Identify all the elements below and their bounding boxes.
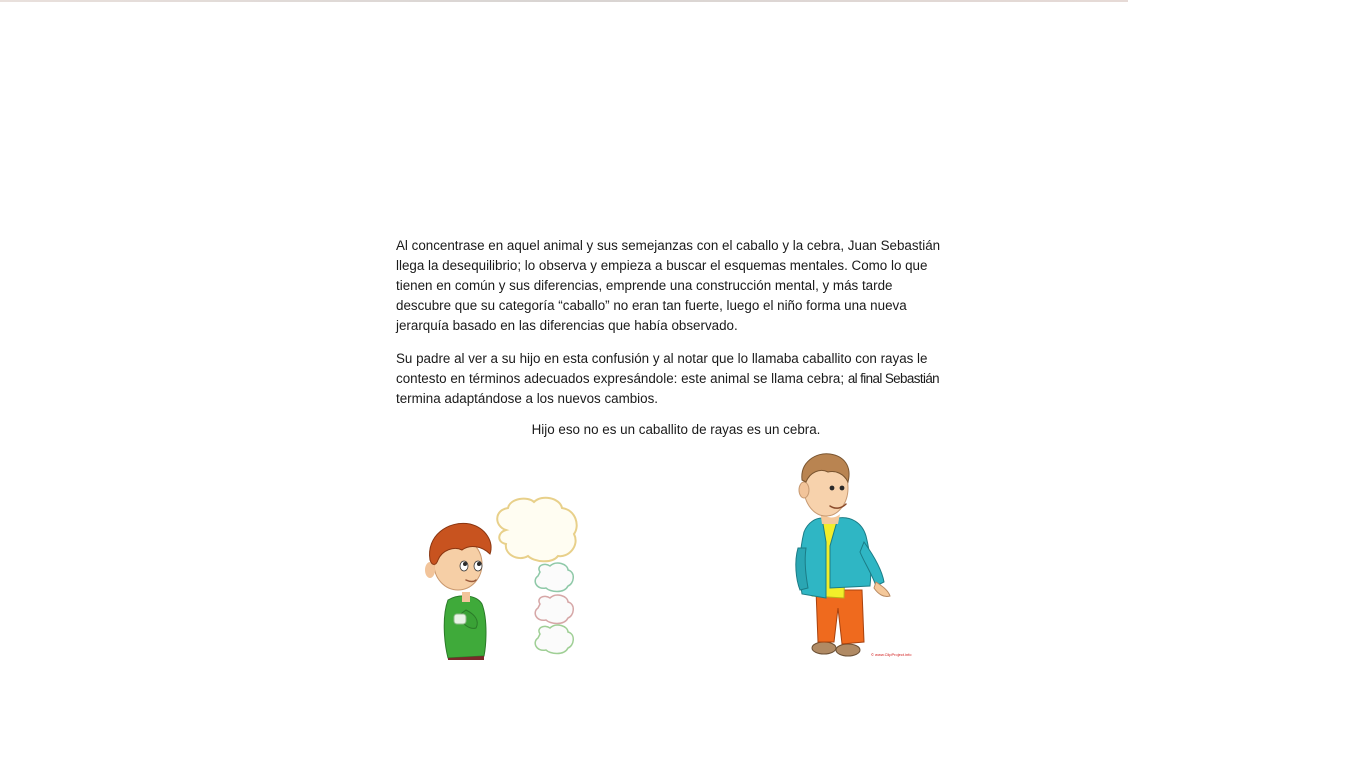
thought-bubble xyxy=(497,498,576,562)
paragraph-1-line: Al concentrase en aquel animal y sus semejanzas con el caballo y la cebra, Juan Sebastián xyxy=(396,238,941,253)
image-credit: © www.ClipProject.info xyxy=(871,652,912,657)
paragraph-1-line: tienen en común y sus diferencias, emprende una construcción mental, y más tarde xyxy=(396,278,893,293)
paragraph-2-line xyxy=(396,369,956,389)
paragraph-2-line2-tight: al final Sebastián xyxy=(847,371,940,386)
thought-bubble-small-1 xyxy=(535,563,573,591)
paragraph-2 xyxy=(396,349,956,409)
child-figure xyxy=(425,523,491,660)
paragraph-1-line: llega la desequilibrio; lo observa y empieza a buscar el esquemas mentales. Como lo que xyxy=(396,258,928,273)
thought-bubble-small-2 xyxy=(535,595,573,623)
story-text xyxy=(396,236,956,422)
father-illustration xyxy=(790,452,900,658)
paragraph-2-line: termina adaptándose a los nuevos cambios. xyxy=(396,391,659,406)
dialog-line: Hijo eso no es un caballito de rayas es un cebra. xyxy=(531,422,821,437)
paragraph-1-line: descubre que su categoría “caballo” no eran tan fuerte, luego el niño forma una nueva xyxy=(396,298,907,313)
paragraph-1 xyxy=(396,236,956,336)
thought-bubble-small-3 xyxy=(535,625,573,653)
paragraph-1-line: jerarquía basado en las diferencias que había observado. xyxy=(396,318,738,333)
thinking-child-illustration xyxy=(418,496,586,662)
paragraph-2-line: Su padre al ver a su hijo en esta confusión y al notar que lo llamaba caballito con rayas le xyxy=(396,351,928,366)
top-border-line xyxy=(0,0,1128,2)
father-figure xyxy=(796,454,890,656)
paragraph-2-line2-main: contesto en términos adecuados expresándole: este animal se llama cebra; xyxy=(396,371,848,386)
